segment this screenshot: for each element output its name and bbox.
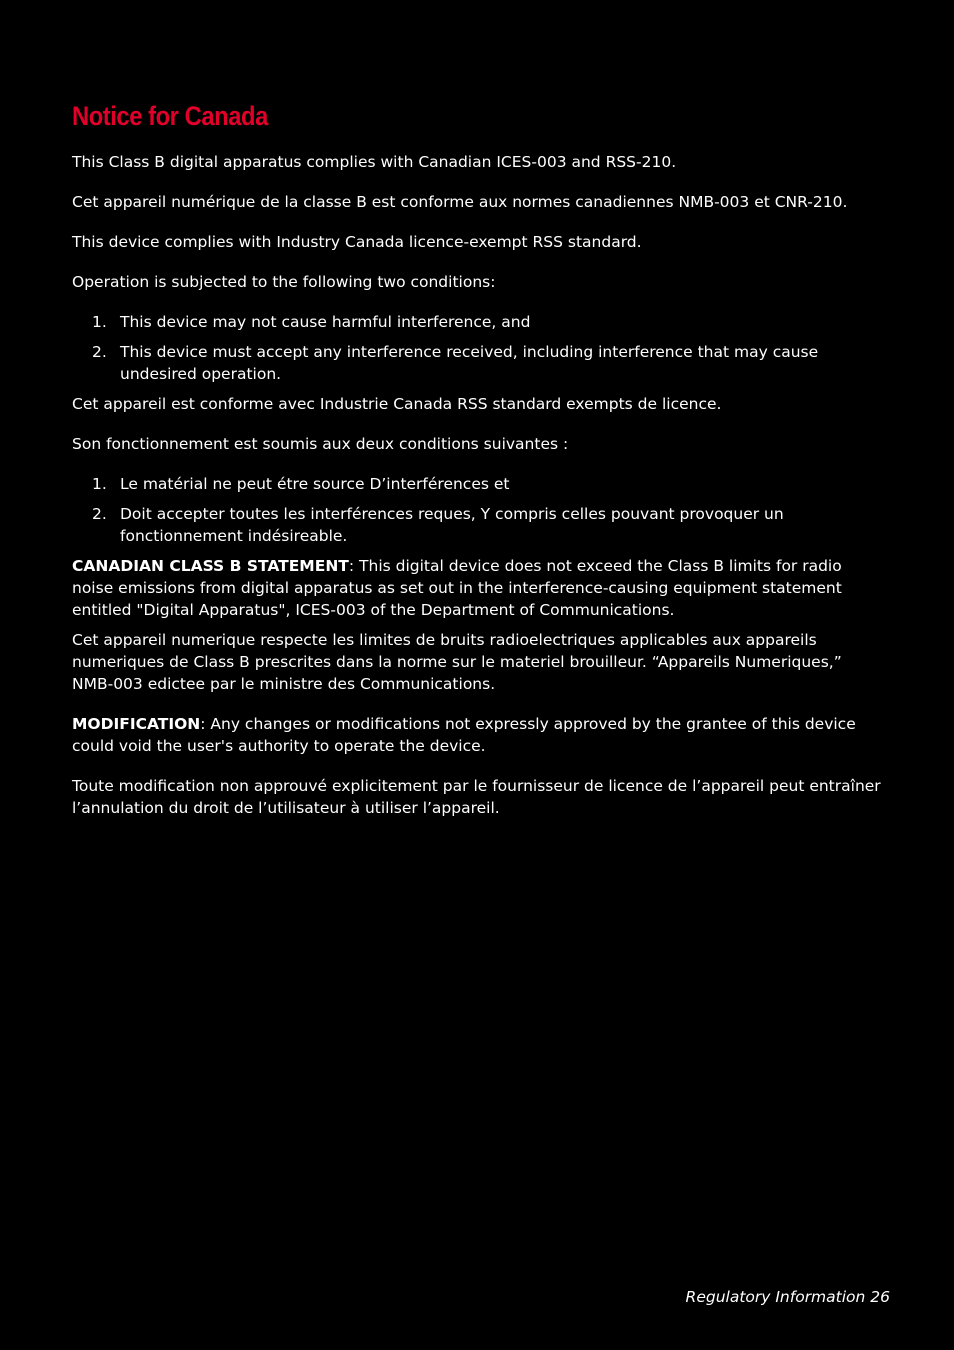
paragraph-class-b-statement-fr: Cet appareil numerique respecte les limites de bruits radioelectriques applicables aux appareils numeriques de Class B prescrites dans la norme sur le materiel brouilleur. “Appareils Numeriques,” NMB-003 edictee par le ministre des Communications. [72, 631, 842, 693]
list-item-number: 1. [92, 313, 107, 331]
paragraph-class-b-statement [72, 555, 887, 621]
list-item-text: This device may not cause harmful interference, and [120, 313, 531, 331]
paragraph-licence-exempt: This device complies with Industry Canada licence-exempt RSS standard. [72, 233, 642, 251]
list-item-text: Le matérial ne peut étre source D’interférences et [120, 475, 510, 493]
modification-text: : Any changes or modifications not expressly approved by the grantee of this device could void the user's authority to operate the device. [72, 715, 856, 755]
list-item [72, 311, 887, 333]
list-item-text: Doit accepter toutes les interférences reques, Y compris celles pouvant provoquer un fonctionnement indésireable. [120, 505, 784, 545]
conditions-list-fr [72, 473, 887, 547]
list-item-number: 2. [92, 343, 107, 361]
list-item [72, 503, 887, 547]
class-b-text: : This digital device does not exceed the Class B limits for radio noise emissions from digital apparatus as set out in the interference-causing equipment statement entitled "Digital Apparatus", ICES-003 of the Department of Communications. [72, 557, 842, 619]
list-item-text: This device must accept any interference received, including interference that may cause undesired operation. [120, 343, 819, 383]
paragraph-conditions-intro: Operation is subjected to the following two conditions: [72, 273, 496, 291]
list-item-number: 2. [92, 505, 107, 523]
class-b-label: CANADIAN CLASS B STATEMENT [72, 557, 349, 575]
page-footer: Regulatory Information 26 [685, 1288, 890, 1306]
paragraph-modification-fr: Toute modification non approuvé explicitement par le fournisseur de licence de l’appareil peut entraîner l’annulation du droit de l’utilisateur à utiliser l’appareil. [72, 777, 881, 817]
list-item [72, 473, 887, 495]
modification-label: MODIFICATION [72, 715, 201, 733]
paragraph-class-b-compliance-fr: Cet appareil numérique de la classe B est conforme aux normes canadiennes NMB-003 et CNR-210. [72, 193, 848, 211]
list-item-number: 1. [92, 475, 107, 493]
paragraph-modification [72, 713, 887, 757]
conditions-list-en [72, 311, 887, 385]
list-item [72, 341, 887, 385]
paragraph-licence-exempt-fr: Cet appareil est conforme avec Industrie Canada RSS standard exempts de licence. [72, 395, 722, 413]
paragraph-class-b-compliance: This Class B digital apparatus complies with Canadian ICES-003 and RSS-210. [72, 153, 677, 171]
paragraph-conditions-intro-fr: Son fonctionnement est soumis aux deux conditions suivantes : [72, 435, 569, 453]
page-content [72, 96, 887, 837]
page-title: Notice for Canada [72, 101, 268, 131]
